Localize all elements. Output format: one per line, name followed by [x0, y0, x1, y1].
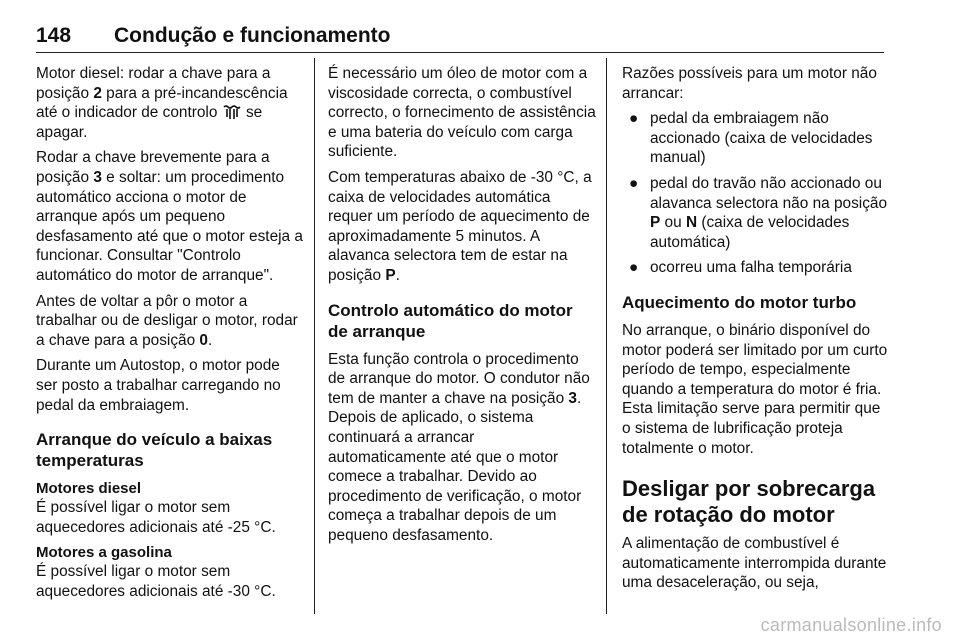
list-item: ● pedal da embraiagem não accionado (caixa de velocidades manual) — [629, 110, 873, 167]
paragraph: É necessário um óleo de motor com a viscosidade correcta, o combustível correcto, o fornecimento de assistência e uma bateria do veículo com carga suficiente. — [328, 65, 596, 161]
column-divider — [314, 58, 315, 614]
paragraph: Com temperaturas abaixo de -30 °C, a caixa de velocidades automática requer um período de aquecimento de aproximadamente 5 minutos. A alavanca selectora tem de estar na posição P. — [328, 168, 592, 284]
paragraph: No arranque, o binário disponível do motor poderá ser limitado por um curto período de tempo, especialmente quando a temperatura do motor é fria. Esta limitação serve para permitir que o sistema de lubrificação proteja totalmente o motor. — [622, 321, 888, 457]
paragraph: Razões possíveis para um motor não arrancar: — [622, 65, 877, 102]
reasons-list — [622, 109, 892, 278]
chapter-title: Condução e funcionamento — [114, 24, 391, 47]
section-heading: Controlo automático do motor de arranque — [328, 300, 573, 341]
paragraph: A alimentação de combustível é automaticamente interrompida durante uma desaceleração, ou seja, — [622, 535, 887, 592]
section-heading: Aquecimento do motor turbo — [622, 292, 857, 312]
section-heading: Arranque do veículo a baixas temperaturas — [36, 430, 273, 471]
subheading: Motores a gasolina — [36, 544, 172, 562]
bullet-icon: ● — [629, 110, 639, 128]
paragraph: É possível ligar o motor sem aquecedores adicionais até -30 °C. — [36, 563, 276, 600]
list-item: ● ocorreu uma falha temporária — [629, 259, 852, 277]
paragraph: Rodar a chave brevemente para a posição 3 e soltar: um procedimento automático acciona o motor de arranque após um pequeno desfasamento até que o motor esteja a funcionar. Consultar "Controlo automático do motor de arranque". — [36, 149, 303, 284]
column-left — [36, 64, 304, 607]
glow-plug-icon — [222, 104, 242, 120]
paragraph: Durante um Autostop, o motor pode ser posto a trabalhar carregando no pedal da embraiagem. — [36, 357, 281, 414]
bullet-icon: ● — [629, 259, 639, 277]
paragraph: É possível ligar o motor sem aquecedores adicionais até -25 °C. — [36, 499, 276, 536]
paragraph: Esta função controla o procedimento de arranque do motor. O condutor não tem de manter a chave na posição 3. Depois de aplicado, o sistema continuará a arrancar automaticamente até que o motor comece a trabalhar. Devido ao procedimento de verificação, o motor começa a trabalhar depois de um pequeno desfasamento. — [328, 350, 590, 544]
paragraph: Motor diesel: rodar a chave para a posição 2 para a pré-incandescência até o indicador de controlo se apagar. — [36, 65, 288, 141]
column-right — [622, 64, 892, 599]
paragraph: Antes de voltar a pôr o motor a trabalhar ou de desligar o motor, rodar a chave para a posição 0. — [36, 292, 298, 349]
column-middle — [328, 64, 596, 551]
bullet-icon: ● — [629, 174, 639, 192]
column-divider — [606, 58, 607, 614]
subheading: Motores diesel — [36, 480, 142, 498]
page-number: 148 — [36, 24, 72, 47]
page-header — [36, 22, 884, 53]
list-item: ● pedal do travão não accionado ou alavanca selectora não na posição P ou N (caixa de velocidades automática) — [629, 174, 888, 251]
watermark: carmanualsonline.info — [760, 615, 942, 635]
major-heading: Desligar por sobrecarga de rotação do motor — [622, 476, 876, 528]
